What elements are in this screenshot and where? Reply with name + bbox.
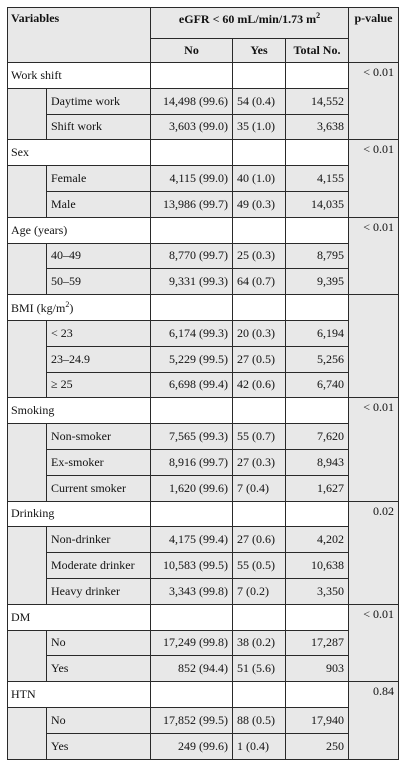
count-total: 903 <box>286 656 349 682</box>
count-total: 4,202 <box>286 527 349 553</box>
row-label: Yes <box>47 656 151 682</box>
p-value: < 0.01 <box>349 217 399 294</box>
count-no: 8,770 (99.7) <box>151 243 233 269</box>
count-no: 249 (99.6) <box>151 733 233 759</box>
empty-cell <box>151 398 233 424</box>
table-row <box>8 630 399 656</box>
group-row <box>8 63 399 89</box>
count-no: 4,115 (99.0) <box>151 166 233 192</box>
row-label: < 23 <box>47 320 151 346</box>
table-body <box>8 63 399 760</box>
count-yes: 88 (0.5) <box>233 707 286 733</box>
count-yes: 1 (0.4) <box>233 733 286 759</box>
count-no: 17,852 (99.5) <box>151 707 233 733</box>
row-label: Female <box>47 166 151 192</box>
count-yes: 25 (0.3) <box>233 243 286 269</box>
table-row <box>8 346 399 372</box>
table-row <box>8 475 399 501</box>
count-yes: 42 (0.6) <box>233 372 286 398</box>
count-yes: 27 (0.6) <box>233 527 286 553</box>
row-label: Heavy drinker <box>47 578 151 604</box>
count-total: 10,638 <box>286 553 349 579</box>
count-total: 5,256 <box>286 346 349 372</box>
row-label: ≥ 25 <box>47 372 151 398</box>
count-total: 6,740 <box>286 372 349 398</box>
empty-cell <box>151 501 233 527</box>
count-no: 14,498 (99.6) <box>151 88 233 114</box>
table-row <box>8 320 399 346</box>
group-label: Smoking <box>8 398 151 424</box>
row-label: Shift work <box>47 114 151 140</box>
empty-cell <box>233 295 286 321</box>
count-yes: 54 (0.4) <box>233 88 286 114</box>
count-yes: 40 (1.0) <box>233 166 286 192</box>
count-yes: 38 (0.2) <box>233 630 286 656</box>
indent-cell <box>8 630 47 682</box>
row-label: Moderate drinker <box>47 553 151 579</box>
count-no: 852 (94.4) <box>151 656 233 682</box>
count-yes: 49 (0.3) <box>233 191 286 217</box>
count-no: 7,565 (99.3) <box>151 424 233 450</box>
table-row <box>8 88 399 114</box>
empty-cell <box>151 140 233 166</box>
group-row <box>8 217 399 243</box>
results-table <box>7 7 399 760</box>
count-total: 250 <box>286 733 349 759</box>
count-total: 1,627 <box>286 475 349 501</box>
empty-cell <box>286 398 349 424</box>
empty-cell <box>286 140 349 166</box>
row-label: Ex-smoker <box>47 449 151 475</box>
count-yes: 51 (5.6) <box>233 656 286 682</box>
count-total: 14,552 <box>286 88 349 114</box>
row-label: 40–49 <box>47 243 151 269</box>
indent-cell <box>8 707 47 759</box>
table-row <box>8 269 399 295</box>
count-total: 17,287 <box>286 630 349 656</box>
table-row <box>8 372 399 398</box>
count-yes: 7 (0.2) <box>233 578 286 604</box>
row-label: No <box>47 707 151 733</box>
empty-cell <box>151 604 233 630</box>
count-no: 5,229 (99.5) <box>151 346 233 372</box>
empty-cell <box>233 217 286 243</box>
group-row <box>8 604 399 630</box>
empty-cell <box>286 604 349 630</box>
count-total: 3,350 <box>286 578 349 604</box>
empty-cell <box>233 140 286 166</box>
empty-cell <box>151 63 233 89</box>
empty-cell <box>233 501 286 527</box>
table-row <box>8 449 399 475</box>
header-no: No <box>151 39 233 63</box>
indent-cell <box>8 166 47 218</box>
count-no: 8,916 (99.7) <box>151 449 233 475</box>
p-value <box>349 295 399 398</box>
row-label: Non-drinker <box>47 527 151 553</box>
group-label: Age (years) <box>8 217 151 243</box>
empty-cell <box>233 63 286 89</box>
row-label: Daytime work <box>47 88 151 114</box>
count-yes: 64 (0.7) <box>233 269 286 295</box>
group-label: BMI $(kg/m^2)$ <box>8 295 151 321</box>
group-row <box>8 295 399 321</box>
row-label: Yes <box>47 733 151 759</box>
row-label: No <box>47 630 151 656</box>
indent-cell <box>8 527 47 604</box>
count-yes: 35 (1.0) <box>233 114 286 140</box>
table-row <box>8 578 399 604</box>
count-yes: 55 (0.5) <box>233 553 286 579</box>
group-label: Sex <box>8 140 151 166</box>
count-total: 14,035 <box>286 191 349 217</box>
count-yes: 20 (0.3) <box>233 320 286 346</box>
count-total: 8,795 <box>286 243 349 269</box>
count-total: 4,155 <box>286 166 349 192</box>
table-row <box>8 191 399 217</box>
empty-cell <box>286 217 349 243</box>
p-value: < 0.01 <box>349 604 399 681</box>
empty-cell <box>233 682 286 708</box>
table-row <box>8 527 399 553</box>
header-yes: Yes <box>233 39 286 63</box>
table-row <box>8 243 399 269</box>
count-no: 6,174 (99.3) <box>151 320 233 346</box>
group-label: HTN <box>8 682 151 708</box>
empty-cell <box>286 682 349 708</box>
row-label: 50–59 <box>47 269 151 295</box>
empty-cell <box>233 398 286 424</box>
header-total: Total No. <box>286 39 349 63</box>
table-row <box>8 424 399 450</box>
table-row <box>8 656 399 682</box>
group-label: DM <box>8 604 151 630</box>
p-value: < 0.01 <box>349 398 399 501</box>
indent-cell <box>8 243 47 295</box>
group-label: Work shift <box>8 63 151 89</box>
table-row <box>8 166 399 192</box>
header-variables: Variables <box>8 8 151 63</box>
p-value: < 0.01 <box>349 63 399 140</box>
group-label: Drinking <box>8 501 151 527</box>
empty-cell <box>233 604 286 630</box>
count-no: 4,175 (99.4) <box>151 527 233 553</box>
count-total: 8,943 <box>286 449 349 475</box>
count-total: 17,940 <box>286 707 349 733</box>
count-yes: 7 (0.4) <box>233 475 286 501</box>
empty-cell <box>151 682 233 708</box>
empty-cell <box>151 217 233 243</box>
count-total: 3,638 <box>286 114 349 140</box>
indent-cell <box>8 320 47 397</box>
count-total: 9,395 <box>286 269 349 295</box>
p-value: < 0.01 <box>349 140 399 217</box>
row-label: Non-smoker <box>47 424 151 450</box>
table-row <box>8 707 399 733</box>
p-value: 0.84 <box>349 682 399 759</box>
empty-cell <box>286 295 349 321</box>
count-yes: 55 (0.7) <box>233 424 286 450</box>
empty-cell <box>286 63 349 89</box>
group-row <box>8 140 399 166</box>
count-yes: 27 (0.5) <box>233 346 286 372</box>
empty-cell <box>151 295 233 321</box>
header-pvalue: p-value <box>349 8 399 63</box>
table-row <box>8 733 399 759</box>
header-egfr: eGFR < 60 mL/min/1.73 $m^2$ <box>151 8 349 39</box>
row-label: Male <box>47 191 151 217</box>
count-no: 3,603 (99.0) <box>151 114 233 140</box>
indent-cell <box>8 88 47 140</box>
group-row <box>8 501 399 527</box>
table-row <box>8 553 399 579</box>
count-total: 7,620 <box>286 424 349 450</box>
row-label: 23–24.9 <box>47 346 151 372</box>
count-total: 6,194 <box>286 320 349 346</box>
group-row <box>8 398 399 424</box>
indent-cell <box>8 424 47 501</box>
group-row <box>8 682 399 708</box>
count-no: 3,343 (99.8) <box>151 578 233 604</box>
count-no: 6,698 (99.4) <box>151 372 233 398</box>
count-no: 10,583 (99.5) <box>151 553 233 579</box>
count-yes: 27 (0.3) <box>233 449 286 475</box>
count-no: 13,986 (99.7) <box>151 191 233 217</box>
empty-cell <box>286 501 349 527</box>
count-no: 9,331 (99.3) <box>151 269 233 295</box>
table-row <box>8 114 399 140</box>
row-label: Current smoker <box>47 475 151 501</box>
count-no: 1,620 (99.6) <box>151 475 233 501</box>
count-no: 17,249 (99.8) <box>151 630 233 656</box>
p-value: 0.02 <box>349 501 399 604</box>
